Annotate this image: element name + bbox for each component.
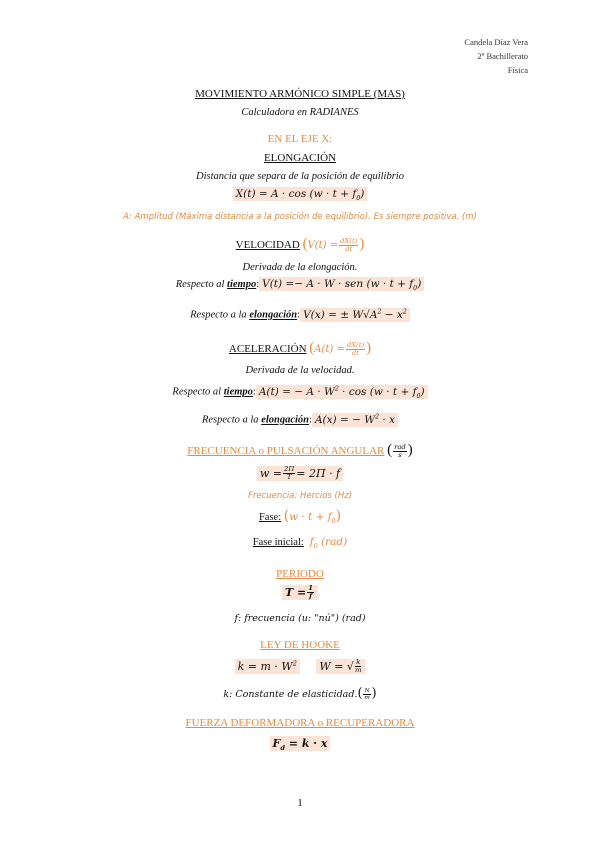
frecuencia-heading: FRECUENCIA o PULSACIÓN ANGULAR [187, 445, 385, 457]
author-name: Candela Díaz Vera [464, 37, 528, 47]
frecuencia-heading-row: FRECUENCIA o PULSACIÓN ANGULAR ( $\frac{\text{rad}}{s}$ ) [187, 442, 413, 459]
velocidad-heading: VELOCIDAD [235, 239, 300, 251]
periodo-formula: T = $\frac{1}{f}$ [0, 585, 600, 600]
elongacion-formula: $X(t) = A \cdot \cos (w \cdot t + f_0)$ [0, 188, 600, 202]
document-header [464, 35, 528, 77]
periodo-note: f: frecuencia (u: "nú") (rad) [234, 613, 366, 624]
frecuencia-formula: w = $\frac{2\Pi}{T}$ = 2Π · f [0, 466, 600, 481]
hooke-formulas: $k = m \cdot W^2$ W = √ $\frac{k}{m}$ [0, 659, 600, 674]
fase-row: Fase: $(w \cdot t + f_0)$ [258, 508, 342, 526]
hooke-note-row: k: Constante de elasticidad.( $\frac{N}{m}$ ) [223, 686, 377, 701]
frecuencia-note: Frecuencia: Hercios (Hz) [247, 491, 353, 501]
section-eje-x: EN EL EJE X: [267, 133, 333, 145]
periodo-heading: PERIODO [276, 568, 324, 580]
page-number: 1 [297, 797, 303, 809]
velocidad-tiempo-row: Respecto al tiempo: V(t) =− A · W · sen $(w \cdot t + f_0)$ [0, 278, 600, 292]
aceleracion-description: Derivada de la velocidad. [245, 365, 355, 376]
amplitude-note: A: Amplitud (Máxima distancia a la posición de equilibrio). Es siempre positiva. (m) [123, 212, 477, 222]
fuerza-formula: $F_d = k \cdot x$ [0, 737, 600, 752]
elongacion-description: Distancia que separa de la posición de equilibrio [196, 171, 404, 182]
hooke-heading: LEY DE HOOKE [260, 639, 340, 651]
page-subtitle: Calculadora en RADIANES [241, 107, 359, 118]
aceleracion-elongacion-row: Respecto a la elongación: A(x) = − $W^2 \cdot x$ [0, 413, 600, 426]
elongacion-heading: ELONGACIÓN [263, 152, 337, 164]
course-label: 2º Bachillerato [477, 51, 528, 61]
fase-inicial-row: Fase inicial: $f_0$ (rad) [252, 536, 348, 551]
page-title: MOVIMIENTO ARMÓNICO SIMPLE (MAS) [195, 88, 405, 100]
velocidad-elongacion-row: Respecto a la elongación: V(x) = ± $W√A^2 - x^2$ [0, 308, 600, 321]
subject-label: Física [507, 65, 528, 75]
velocidad-heading-row: VELOCIDAD (V(t) = $\frac{dX(t)}{dt}$ ) [235, 236, 365, 253]
fuerza-heading: FUERZA DEFORMADORA o RECUPERADORA [185, 717, 415, 729]
aceleracion-heading: ACELERACIÓN [228, 343, 307, 355]
aceleracion-tiempo-row: Respecto al tiempo: A(t) = − $A \cdot W^2 \cdot \cos (w \cdot t + f_0)$ [0, 385, 600, 400]
aceleracion-heading-row: ACELERACIÓN (A(t) = $\frac{dX(t)}{dt}$ ) [228, 340, 372, 357]
velocidad-description: Derivada de la elongación. [242, 262, 358, 273]
